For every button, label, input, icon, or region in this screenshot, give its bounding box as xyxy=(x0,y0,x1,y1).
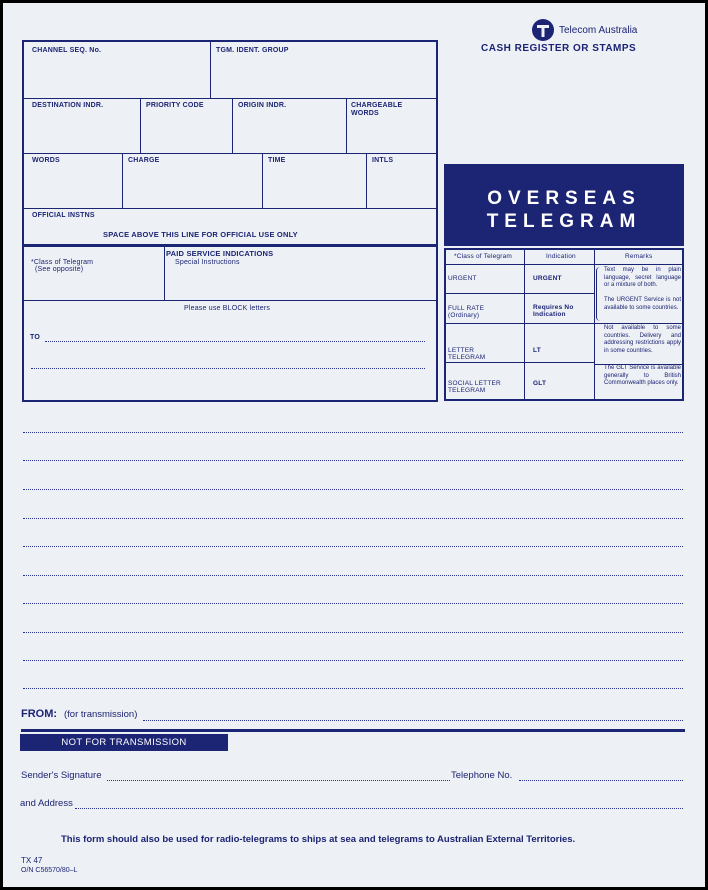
class-see-opposite: (See opposite) xyxy=(35,266,84,273)
tgm-ident-label: TGM. IDENT. GROUP xyxy=(216,47,289,54)
time-label: TIME xyxy=(268,157,286,164)
footer-note: This form should also be used for radio-telegrams to ships at sea and telegrams to Australian External Territories. xyxy=(61,834,576,845)
remark-letter: Not available to some countries. Delivery and addressing restrictions apply in some countries. xyxy=(604,325,681,354)
row-letter-sub: TELEGRAM xyxy=(448,354,486,361)
row-letter-class: LETTER xyxy=(448,347,475,354)
telecom-logo-icon xyxy=(532,19,554,41)
row-social-sub: TELEGRAM xyxy=(448,387,486,394)
message-line[interactable] xyxy=(23,575,683,576)
row-urgent-class: URGENT xyxy=(448,275,477,282)
row-fullrate-indication: Requires No Indication xyxy=(533,304,574,318)
row-letter-indication: LT xyxy=(533,347,541,354)
block-letters-note: Please use BLOCK letters xyxy=(184,305,271,312)
message-line[interactable] xyxy=(23,688,683,689)
message-line[interactable] xyxy=(23,546,683,547)
not-for-transmission-bar xyxy=(20,734,228,751)
form-code: TX 47 xyxy=(21,856,43,865)
to-label: TO xyxy=(30,334,40,341)
destination-label: DESTINATION INDR. xyxy=(32,102,104,109)
overseas-telegram-banner xyxy=(444,164,684,246)
signature-label: Sender's Signature xyxy=(21,770,102,781)
message-line[interactable] xyxy=(23,460,683,461)
brand-name: Telecom Australia xyxy=(559,25,638,36)
class-of-telegram-label: *Class of Telegram xyxy=(31,259,94,266)
message-line[interactable] xyxy=(23,489,683,490)
channel-seq-label: CHANNEL SEQ. No. xyxy=(32,47,102,54)
row-urgent-indication: URGENT xyxy=(533,275,562,282)
intls-label: INTLS xyxy=(372,157,394,164)
remark-urgent-2: The URGENT Service is not available to some countries. xyxy=(604,297,681,311)
origin-label: ORIGIN INDR. xyxy=(238,102,287,109)
row-social-indication: GLT xyxy=(533,380,547,387)
to-line-2[interactable] xyxy=(31,368,425,369)
remark-glt: The GLT Service is available generally to British Commonwealth places only. xyxy=(604,365,681,386)
from-line[interactable] xyxy=(143,720,683,721)
table-header-indication: Indication xyxy=(546,253,576,260)
brace-icon xyxy=(596,267,602,321)
remark-urgent-1: Text may be in plain language, secret language or a mixture of both. xyxy=(604,267,681,288)
banner-line-2: TELEGRAM xyxy=(486,211,642,232)
official-use-note: SPACE ABOVE THIS LINE FOR OFFICIAL USE ONLY xyxy=(103,230,298,239)
message-line[interactable] xyxy=(23,632,683,633)
from-sub-label: (for transmission) xyxy=(64,709,138,720)
table-header-remarks: Remarks xyxy=(625,253,653,260)
paid-service-title: PAID SERVICE INDICATIONS xyxy=(166,249,274,258)
paid-service-box xyxy=(22,245,438,402)
address-label: and Address xyxy=(20,798,73,809)
priority-label: PRIORITY CODE xyxy=(146,102,204,109)
not-for-transmission-label: NOT FOR TRANSMISSION xyxy=(61,737,187,748)
table-header-class: *Class of Telegram xyxy=(454,253,513,260)
address-line[interactable] xyxy=(75,808,683,809)
banner-line-1: OVERSEAS xyxy=(487,188,641,209)
from-label: FROM: xyxy=(21,708,58,720)
message-line[interactable] xyxy=(23,660,683,661)
row-fullrate-sub: (Ordinary) xyxy=(448,312,480,319)
to-line-1[interactable] xyxy=(45,341,425,342)
message-line[interactable] xyxy=(23,603,683,604)
charge-label: CHARGE xyxy=(128,157,160,164)
special-instructions-label: Special Instructions xyxy=(175,259,240,266)
row-social-class: SOCIAL LETTER xyxy=(448,380,501,387)
chargeable-words-label: CHARGEABLE WORDS xyxy=(351,102,403,117)
telegram-form xyxy=(3,3,705,887)
message-line[interactable] xyxy=(23,432,683,433)
row-fullrate-class: FULL RATE xyxy=(448,305,485,312)
official-instns-label: OFFICIAL INSTNS xyxy=(32,212,95,219)
words-label: WORDS xyxy=(32,157,60,164)
order-number: O/N C56570/80–L xyxy=(21,867,78,874)
cash-register-label: CASH REGISTER OR STAMPS xyxy=(481,43,637,54)
signature-line[interactable] xyxy=(107,780,450,781)
telephone-line[interactable] xyxy=(519,780,683,781)
telephone-label: Telephone No. xyxy=(451,770,513,781)
separator-rule xyxy=(21,729,685,732)
message-line[interactable] xyxy=(23,518,683,519)
